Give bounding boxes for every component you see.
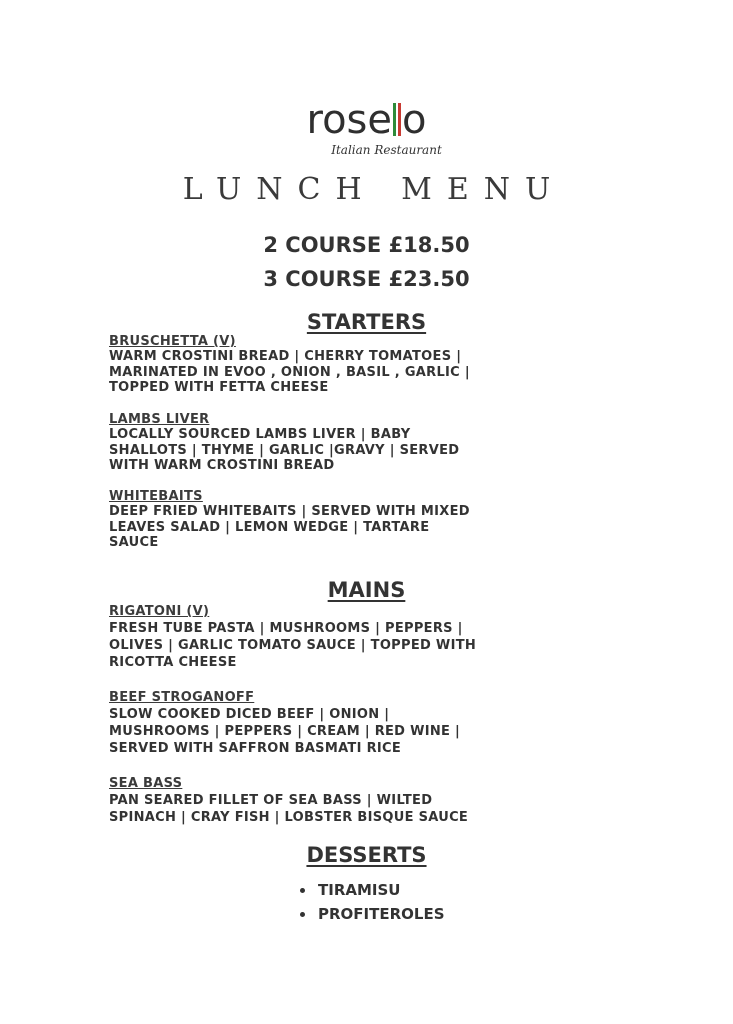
menu-item	[109, 412, 509, 474]
price-two-course: 2 COURSE £18.50	[263, 233, 470, 257]
logo-wordmark	[307, 98, 427, 142]
menu-item-description: SAUCE	[109, 535, 159, 550]
menu-item-name: SEA BASS	[109, 776, 183, 791]
logo-tagline: Italian Restaurant	[331, 143, 442, 157]
menu-item-name: LAMBS LIVER	[109, 412, 210, 427]
logo-red-bar	[398, 103, 401, 136]
menu-item-name: RIGATONI (V)	[109, 604, 210, 619]
menu-item-description: LOCALLY SOURCED LAMBS LIVER | BABY	[109, 427, 411, 442]
logo-green-bar	[393, 103, 396, 136]
menu-item-description: SHALLOTS | THYME | GARLIC |GRAVY | SERVED	[109, 442, 460, 458]
menu-item	[109, 334, 509, 396]
menu-item-description: MARINATED IN EVOO , ONION , BASIL , GARLIC |	[109, 364, 470, 380]
starters-heading: STARTERS	[306, 310, 427, 334]
menu-item-name: BEEF STROGANOFF	[109, 690, 255, 705]
dessert-name: TIRAMISU	[318, 881, 401, 899]
menu-item	[109, 689, 509, 757]
menu-item-description: LEAVES SALAD | LEMON WEDGE | TARTARE	[109, 519, 430, 535]
list-item	[300, 902, 445, 926]
menu-item	[109, 603, 509, 671]
logo-text-end: o	[402, 97, 427, 143]
menu-item	[109, 775, 509, 826]
menu-item-name: WHITEBAITS	[109, 489, 203, 504]
menu-item-description: SERVED WITH SAFFRON BASMATI RICE	[109, 741, 402, 756]
menu-title: LUNCH MENU	[182, 172, 566, 207]
menu-item-name: BRUSCHETTA (V)	[109, 334, 236, 349]
menu-item-description: RICOTTA CHEESE	[109, 655, 237, 670]
menu-item-description: TOPPED WITH FETTA CHEESE	[109, 380, 329, 395]
menu-item-description: SPINACH | CRAY FISH | LOBSTER BISQUE SAUCE	[109, 810, 469, 825]
dessert-list	[300, 878, 445, 926]
restaurant-logo	[0, 98, 733, 160]
menu-item	[109, 489, 509, 551]
list-item	[300, 878, 445, 902]
dessert-name: PROFITEROLES	[318, 905, 445, 923]
menu-item-description: DEEP FRIED WHITEBAITS | SERVED WITH MIXED	[109, 504, 470, 519]
mains-heading: MAINS	[327, 578, 406, 602]
desserts-heading: DESSERTS	[306, 843, 427, 867]
menu-item-description: PAN SEARED FILLET OF SEA BASS | WILTED	[109, 793, 433, 808]
bullet-icon	[300, 912, 305, 917]
bullet-icon	[300, 888, 305, 893]
logo-text-start: rose	[306, 97, 392, 143]
menu-item-description: OLIVES | GARLIC TOMATO SAUCE | TOPPED WITH	[109, 638, 477, 653]
menu-item-description: WITH WARM CROSTINI BREAD	[109, 458, 335, 473]
menu-item-description: MUSHROOMS | PEPPERS | CREAM | RED WINE |	[109, 724, 461, 739]
menu-item-description: FRESH TUBE PASTA | MUSHROOMS | PEPPERS |	[109, 621, 463, 636]
price-three-course: 3 COURSE £23.50	[263, 267, 470, 291]
menu-item-description: SLOW COOKED DICED BEEF | ONION |	[109, 707, 390, 722]
menu-item-description: WARM CROSTINI BREAD | CHERRY TOMATOES |	[109, 349, 462, 364]
